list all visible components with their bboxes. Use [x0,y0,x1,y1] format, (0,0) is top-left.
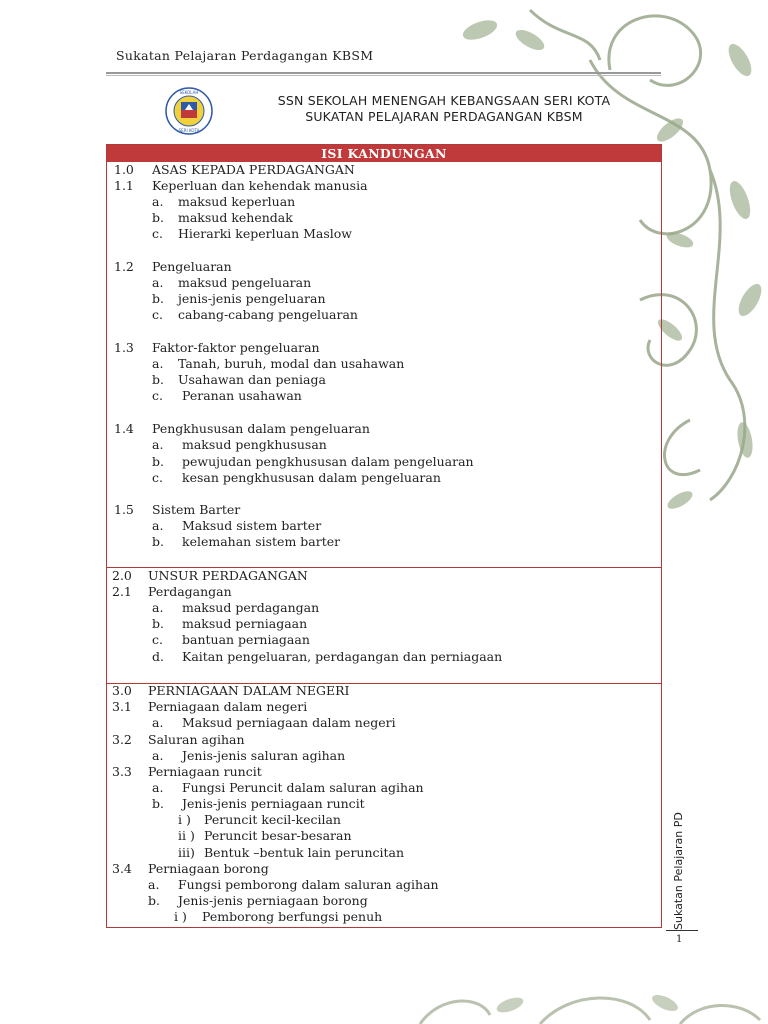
school-name: SSN SEKOLAH MENENGAH KEBANGSAAN SERI KOTA [277,93,611,108]
toc-item-text: maksud perdagangan [182,600,320,615]
header-divider-thin [106,75,661,76]
toc-item-text: Jenis-jenis perniagaan borong [178,893,368,908]
toc-item-text: Peruncit kecil-kecilan [204,812,341,827]
toc-item-number: a. [152,275,164,290]
toc-item-text: Perniagaan dalam negeri [148,699,308,714]
toc-item-text: Peranan usahawan [182,388,302,403]
toc-item-number: b. [152,534,164,549]
toc-item-number: d. [152,649,164,664]
toc-item-text: Pemborong berfungsi penuh [202,909,383,924]
side-label-container [672,800,700,930]
toc-item-number: a. [152,715,164,730]
toc-item-text: Hierarki keperluan Maslow [178,226,353,241]
toc-item-text: Maksud sistem barter [182,518,322,533]
toc-item-number: b. [152,796,164,811]
toc-item-text: Jenis-jenis saluran agihan [182,748,346,763]
toc-item-text: Usahawan dan peniaga [178,372,326,387]
school-crest-icon [164,86,214,136]
toc-item-number: 2.1 [112,584,132,599]
toc-item-text: UNSUR PERDAGANGAN [148,568,308,583]
toc-item-text: Fungsi pemborong dalam saluran agihan [178,877,439,892]
toc-item-number: 1.5 [114,502,134,517]
toc-item-text: maksud perniagaan [182,616,308,631]
toc-item-text: maksud pengeluaran [178,275,312,290]
toc-item-text: maksud keperluan [178,194,296,209]
document-heading [234,93,654,125]
toc-item-number: a. [152,748,164,763]
toc-item-text: Perniagaan runcit [148,764,262,779]
toc-item-number: 1.3 [114,340,134,355]
toc-item-number: a. [152,437,164,452]
syllabus-name: SUKATAN PELAJARAN PERDAGANGAN KBSM [305,109,583,124]
toc-item-number: c. [152,307,163,322]
toc-item-number: a. [148,877,160,892]
toc-item-text: Maksud perniagaan dalam negeri [182,715,396,730]
side-label: Sukatan Pelajaran PD [672,812,685,930]
running-header-title: Sukatan Pelajaran Perdagangan KBSM [116,48,374,63]
toc-item-number: ii ) [178,828,195,843]
toc-item-text: Fungsi Peruncit dalam saluran agihan [182,780,424,795]
toc-item-text: Pengeluaran [152,259,232,274]
toc-item-number: i ) [178,812,191,827]
toc-item-text: Bentuk –bentuk lain peruncitan [204,845,405,860]
toc-item-number: b. [152,372,164,387]
toc-item-text: Keperluan dan kehendak manusia [152,178,368,193]
toc-item-text: bantuan perniagaan [182,632,310,647]
toc-item-text: Jenis-jenis perniagaan runcit [182,796,365,811]
toc-item-number: 3.0 [112,683,132,698]
toc-item-number: 3.1 [112,699,132,714]
toc-item-text: pewujudan pengkhususan dalam pengeluaran [182,454,474,469]
toc-item-text: maksud kehendak [178,210,293,225]
toc-item-number: c. [152,632,163,647]
toc-item-number: b. [148,893,160,908]
toc-item-number: c. [152,226,163,241]
toc-item-number: 1.1 [114,178,134,193]
toc-item-number: c. [152,470,163,485]
toc-item-text: ASAS KEPADA PERDAGANGAN [152,162,355,177]
toc-item-number: 1.4 [114,421,134,436]
toc-item-number: iii) [178,845,195,860]
toc-item-text: Faktor-faktor pengeluaran [152,340,320,355]
toc-item-number: b. [152,454,164,469]
toc-item-text: Tanah, buruh, modal dan usahawan [178,356,405,371]
toc-heading: ISI KANDUNGAN [107,145,661,162]
svg-text:SERI KOTA: SERI KOTA [178,128,200,133]
toc-item-number: b. [152,291,164,306]
toc-item-number: 1.2 [114,259,134,274]
toc-item-number: a. [152,600,164,615]
toc-item-number: a. [152,780,164,795]
footer-divider [666,930,698,931]
toc-item-text: jenis-jenis pengeluaran [178,291,326,306]
floral-vine-bottom-decoration [400,985,768,1024]
toc-item-text: Perdagangan [148,584,232,599]
toc-item-number: a. [152,194,164,209]
toc-item-number: 3.4 [112,861,132,876]
toc-item-text: Peruncit besar-besaran [204,828,352,843]
toc-item-number: b. [152,210,164,225]
toc-item-text: PERNIAGAAN DALAM NEGERI [148,683,350,698]
page-number: 1 [676,934,683,945]
toc-item-text: cabang-cabang pengeluaran [178,307,358,322]
toc-item-number: c. [152,388,163,403]
toc-item-number: 2.0 [112,568,132,583]
toc-item-text: Perniagaan borong [148,861,269,876]
toc-item-text: kelemahan sistem barter [182,534,341,549]
svg-text:SEKOLAH: SEKOLAH [179,90,199,95]
toc-item-number: 3.2 [112,732,132,747]
toc-item-text: Sistem Barter [152,502,241,517]
toc-item-number: a. [152,518,164,533]
toc-item-number: 1.0 [114,162,134,177]
toc-item-number: i ) [174,909,187,924]
header-divider [106,72,661,74]
toc-item-text: Saluran agihan [148,732,245,747]
toc-item-number: b. [152,616,164,631]
toc-item-text: Pengkhususan dalam pengeluaran [152,421,370,436]
toc-item-text: kesan pengkhususan dalam pengeluaran [182,470,441,485]
toc-item-number: a. [152,356,164,371]
toc-item-text: Kaitan pengeluaran, perdagangan dan perniagaan [182,649,503,664]
toc-item-number: 3.3 [112,764,132,779]
toc-item-text: maksud pengkhususan [182,437,327,452]
